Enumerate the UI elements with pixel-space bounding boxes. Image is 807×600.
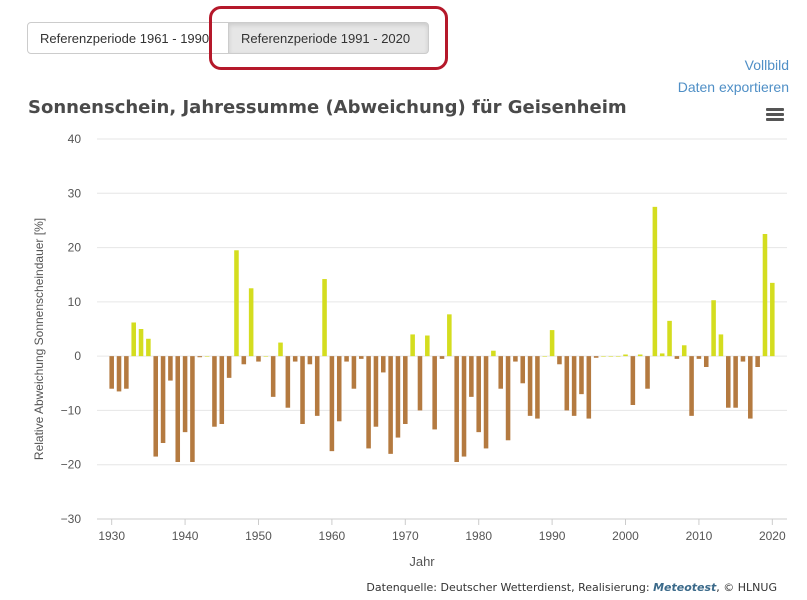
bar	[748, 356, 753, 418]
y-tick-label: 20	[67, 240, 81, 255]
bar	[374, 356, 379, 427]
bar	[454, 356, 459, 462]
bar	[249, 288, 254, 356]
bar	[352, 356, 357, 389]
bar	[388, 356, 393, 454]
bar	[469, 356, 474, 397]
bar	[366, 356, 371, 448]
bar	[631, 356, 636, 405]
bar	[697, 356, 702, 359]
bar	[770, 283, 775, 356]
bar	[220, 356, 225, 424]
bar	[755, 356, 760, 367]
bar	[689, 356, 694, 416]
bar	[410, 334, 415, 356]
bar	[212, 356, 217, 427]
bar	[359, 356, 364, 359]
bar	[711, 300, 716, 356]
bar	[190, 356, 195, 462]
bar	[520, 356, 525, 383]
bar	[535, 356, 540, 418]
bar	[161, 356, 166, 443]
y-axis-title: Relative Abweichung Sonnenscheindauer [%]	[32, 217, 46, 461]
bar	[146, 339, 151, 356]
bar	[308, 356, 313, 364]
bar	[506, 356, 511, 440]
bar	[623, 355, 628, 357]
bar	[418, 356, 423, 410]
x-tick-label: 1950	[245, 529, 272, 543]
bar	[403, 356, 408, 424]
bar	[264, 356, 269, 357]
bar	[256, 356, 261, 361]
export-data-link[interactable]: Daten exportieren	[677, 79, 789, 95]
x-tick-label: 1940	[171, 529, 199, 543]
meteotest-link[interactable]: Meteotest	[653, 581, 717, 594]
bar	[667, 321, 672, 356]
bar	[271, 356, 276, 397]
y-tick-label: 40	[67, 132, 81, 146]
bar	[183, 356, 188, 432]
bar	[609, 356, 614, 357]
bar	[513, 356, 518, 361]
bar	[197, 356, 202, 357]
bar	[124, 356, 129, 389]
bar	[484, 356, 489, 448]
x-axis-title: Jahr	[409, 554, 435, 569]
bar	[601, 356, 606, 357]
bar	[293, 356, 298, 361]
y-tick-label: 30	[67, 186, 81, 201]
bar	[381, 356, 386, 372]
x-tick-label: 2010	[685, 529, 713, 543]
bar	[498, 356, 503, 389]
fullscreen-link[interactable]: Vollbild	[744, 57, 789, 73]
bar	[175, 356, 180, 462]
bar	[741, 356, 746, 361]
bar	[344, 356, 349, 361]
bar	[638, 355, 643, 357]
bar	[227, 356, 232, 378]
bar	[719, 334, 724, 356]
x-tick-label: 1960	[318, 529, 346, 543]
bar	[704, 356, 709, 367]
bar	[476, 356, 481, 432]
bar	[117, 356, 122, 391]
bar	[579, 356, 584, 394]
bar	[234, 250, 239, 356]
bar	[653, 207, 658, 356]
copyright-text: , © HLNUG	[716, 581, 777, 594]
bar	[168, 356, 173, 380]
bar	[542, 356, 547, 357]
bar	[330, 356, 335, 451]
bar	[572, 356, 577, 416]
bar	[726, 356, 731, 408]
source-text: Datenquelle: Deutscher Wetterdienst, Realisierung:	[366, 581, 650, 594]
bar	[565, 356, 570, 410]
bar	[645, 356, 650, 389]
x-tick-label: 1970	[391, 529, 419, 543]
bar	[557, 356, 562, 364]
bar	[675, 356, 680, 359]
bar	[242, 356, 247, 364]
data-source-credit	[366, 581, 777, 594]
bar	[733, 356, 738, 408]
bar	[322, 279, 327, 356]
bar	[462, 356, 467, 456]
bar	[763, 234, 768, 356]
reference-1991-2020-button[interactable]: Referenzperiode 1991 - 2020	[228, 22, 429, 54]
bar	[139, 329, 144, 356]
bar	[594, 356, 599, 358]
bar	[440, 356, 445, 359]
bar	[682, 345, 687, 356]
bar	[491, 351, 496, 356]
bar	[616, 356, 621, 357]
x-tick-label: 1980	[465, 529, 493, 543]
x-tick-label: 1930	[98, 529, 126, 543]
bar	[278, 343, 283, 357]
y-tick-label: −20	[60, 457, 81, 472]
bar	[300, 356, 305, 424]
reference-1961-1990-button[interactable]: Referenzperiode 1961 - 1990	[27, 22, 229, 54]
bar	[660, 353, 665, 356]
bar	[396, 356, 401, 437]
x-tick-label: 2020	[758, 529, 786, 543]
bar	[131, 322, 136, 356]
bar	[425, 336, 430, 357]
y-tick-label: 10	[67, 294, 81, 309]
bar	[205, 356, 210, 357]
x-tick-label: 2000	[612, 529, 639, 543]
bar	[109, 356, 114, 389]
bar	[315, 356, 320, 416]
bar	[587, 356, 592, 418]
x-tick-label: 1990	[538, 529, 566, 543]
bar	[432, 356, 437, 429]
bar	[153, 356, 158, 456]
bar	[337, 356, 342, 421]
chart-title: Sonnenschein, Jahressumme (Abweichung) für Geisenheim	[28, 97, 627, 118]
bar	[550, 330, 555, 356]
y-tick-label: 0	[74, 349, 81, 364]
y-tick-label: −30	[60, 512, 81, 526]
bar	[528, 356, 533, 416]
bar	[286, 356, 291, 408]
bar	[447, 314, 452, 356]
y-tick-label: −10	[60, 403, 81, 418]
